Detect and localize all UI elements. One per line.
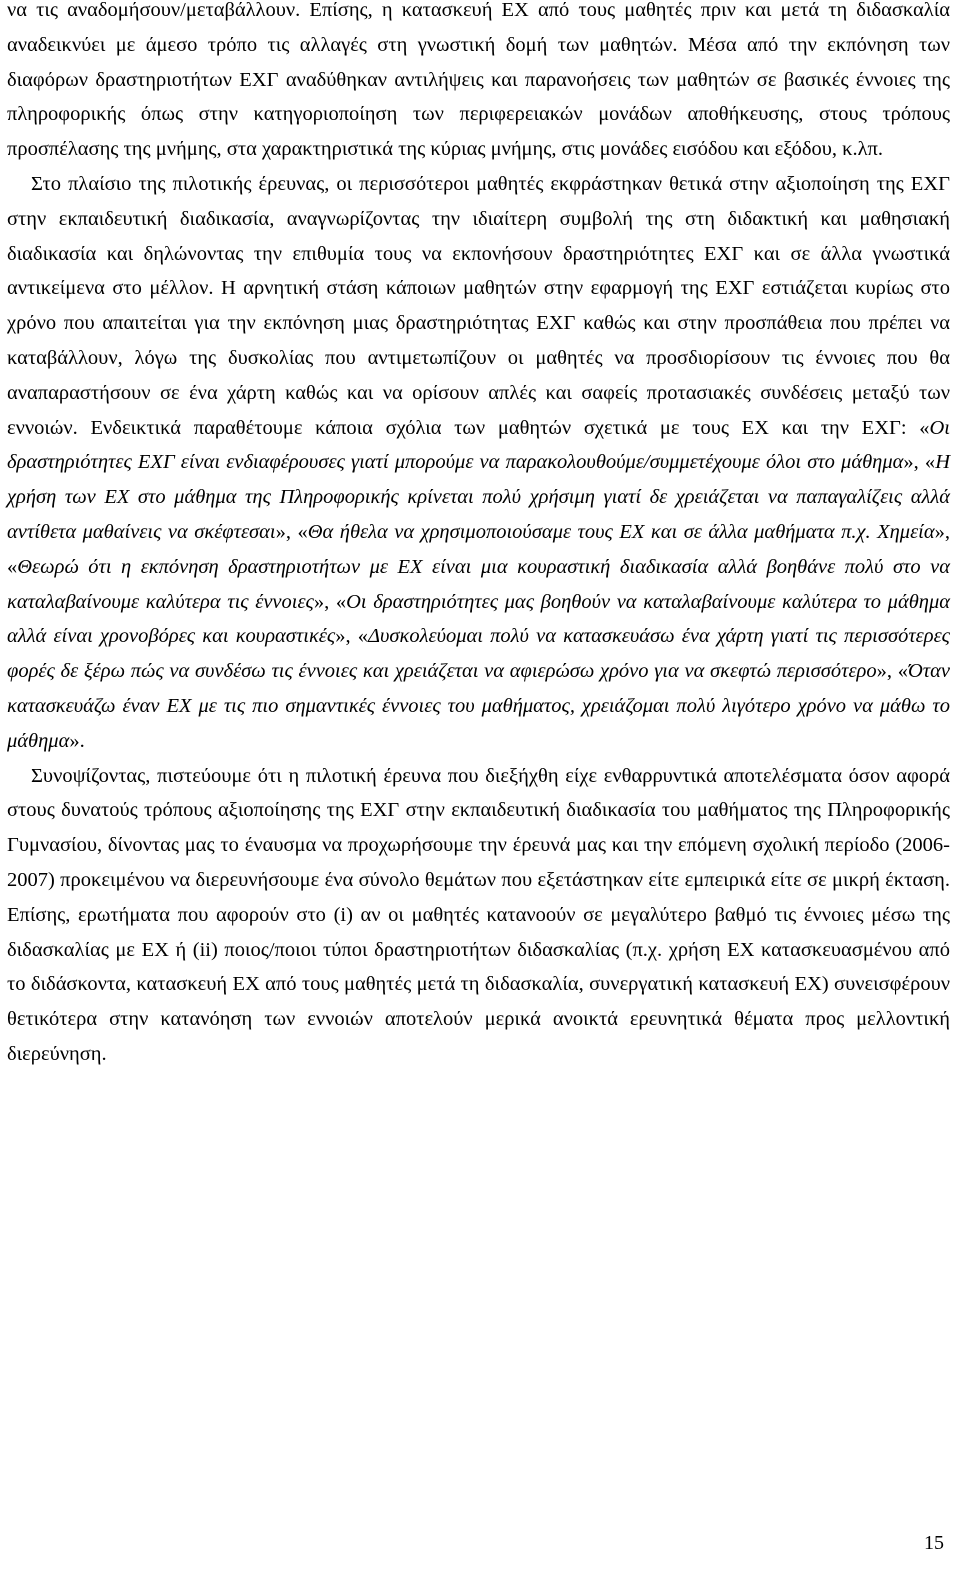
student-quote: Οι δραστηριότητες μας βοηθούν να καταλαβαίνουμε καλύτερα το μάθημα αλλά είναι χρονοβόρες και κουραστικές	[7, 590, 951, 648]
student-quote: Η χρήση των ΕΧ στο μάθημα της Πληροφορικής κρίνεται πολύ χρήσιμη γιατί δε χρειάζεται να παπαγαλίζεις αλλά αντίθετα μαθαίνεις να σκέφτεσαι	[7, 451, 950, 543]
student-quote: Όταν κατασκευάζω έναν ΕΧ με τις πιο σημαντικές έννοιες του μαθήματος, χρειάζομαι πολύ λιγότερο χρόνο να μάθω το μάθημα	[7, 660, 950, 752]
paragraph-2: Στο πλαίσιο της πιλοτικής έρευνας, οι περισσότεροι μαθητές εκφράστηκαν θετικά στην αξιοποίηση της ΕΧΓ στην εκπαιδευτική διαδικασία, αναγνωρίζοντας την ιδιαίτερη συμβολή της στη διδακτική και μαθησιακή διαδικασία και δηλώνοντας την επιθυμία τους να εκπονήσουν δραστηριότητες ΕΧΓ και σε άλλα γνωστικά αντικείμενα στο μέλλον. Η αρνητική στάση κάποιων μαθητών στην εφαρμογή της ΕΧΓ εστιάζεται κυρίως στο χρόνο που απαιτείται για την εκπόνηση μιας δραστηριότητας ΕΧΓ καθώς και στην προσπάθεια που πρέπει να καταβάλλουν, λόγω της δυσκολίας που αντιμετωπίζουν οι μαθητές να προσδιορίσουν τις έννοιες που θα αναπαραστήσουν σε ένα χάρτη καθώς και να ορίσουν απλές και σαφείς προτασιακές συνδέσεις μεταξύ των εννοιών. Ενδεικτικά παραθέτουμε κάποια σχόλια των μαθητών σχετικά με τους ΕΧ και την ΕΧΓ: «Οι δραστηριότητες ΕΧΓ είναι ενδιαφέρουσες γιατί μπορούμε να παρακολουθούμε/συμμετέχουμε όλοι στο μάθημα», «Η χρήση των ΕΧ στο μάθημα της Πληροφορικής κρίνεται πολύ χρήσιμη γιατί δε χρειάζεται να παπαγαλίζεις αλλά αντίθετα μαθαίνεις να σκέφτεσαι», «Θα ήθελα να χρησιμοποιούσαμε τους ΕΧ και σε άλλα μαθήματα π.χ. Χημεία», «Θεωρώ ότι η εκπόνηση δραστηριοτήτων με ΕΧ είναι μια κουραστική διαδικασία αλλά βοηθάνε πολύ στο να καταλαβαίνουμε καλύτερα τις έννοιες», «Οι δραστηριότητες μας βοηθούν να καταλαβαίνουμε καλύτερα το μάθημα αλλά είναι χρονοβόρες και κουραστικές», «Δυσκολεύομαι πολύ να κατασκευάσω ένα χάρτη γιατί τις περισσότερες φορές δε ξέρω πώς να συνδέσω τις έννοιες και χρειάζεται να αφιερώσω χρόνο για να σκεφτώ περισσότερο», «Όταν κατασκευάζω έναν ΕΧ με τις πιο σημαντικές έννοιες του μαθήματος, χρειάζομαι πολύ λιγότερο χρόνο να μάθω το μάθημα».	[7, 172, 951, 752]
paragraph-3: Συνοψίζοντας, πιστεύουμε ότι η πιλοτική έρευνα που διεξήχθη είχε ενθαρρυντικά αποτελέσματα όσον αφορά στους δυνατούς τρόπους αξιοποίησης της ΕΧΓ στην εκπαιδευτική διαδικασία του μαθήματος της Πληροφορικής Γυμνασίου, δίνοντας μας το έναυσμα να προχωρήσουμε την έρευνά μας και την επόμενη σχολική περίοδο (2006-2007) προκειμένου να διερευνήσουμε ένα σύνολο θεμάτων που εξετάστηκαν είτε εμπειρικά είτε σε μικρή έκταση. Επίσης, ερωτήματα που αφορούν στο (i) αν οι μαθητές κατανοούν σε μεγαλύτερο βαθμό τις έννοιες μέσω της διδασκαλίας με ΕΧ ή (ii) ποιος/ποιοι τύποι δραστηριοτήτων διδασκαλίας (π.χ. χρήση ΕΧ κατασκευασμένου από το διδάσκοντα, κατασκευή ΕΧ από τους μαθητές μετά τη διδασκαλία, συνεργατική κατασκευή ΕΧ) συνεισφέρουν θετικότερα στην κατανόηση των εννοιών αποτελούν μερικά ανοικτά ερευνητικά θέματα προς μελλοντική διερεύνηση.	[7, 764, 950, 1065]
student-quote: Δυσκολεύομαι πολύ να κατασκευάσω ένα χάρτη γιατί τις περισσότερες φορές δε ξέρω πώς να συνδέσω τις έννοιες και χρειάζεται να αφιερώσω χρόνο για να σκεφτώ περισσότερο	[7, 625, 950, 683]
paragraph-2-intro: Στο πλαίσιο της πιλοτικής έρευνας, οι περισσότεροι μαθητές εκφράστηκαν θετικά στην αξιοποίηση της ΕΧΓ στην εκπαιδευτική διαδικασία, αναγνωρίζοντας την ιδιαίτερη συμβολή της στη διδακτική και μαθησιακή διαδικασία και δηλώνοντας την επιθυμία τους να εκπονήσουν δραστηριότητες ΕΧΓ και σε άλλα γνωστικά αντικείμενα στο μέλλον. Η αρνητική στάση κάποιων μαθητών στην εφαρμογή της ΕΧΓ εστιάζεται κυρίως στο χρόνο που απαιτείται για την εκπόνηση μιας δραστηριότητας ΕΧΓ καθώς και στην προσπάθεια που πρέπει να καταβάλλουν, λόγω της δυσκολίας που αντιμετωπίζουν οι μαθητές να προσδιορίσουν τις έννοιες που θα αναπαραστήσουν σε ένα χάρτη καθώς και να ορίσουν απλές και σαφείς προτασιακές συνδέσεις μεταξύ των εννοιών. Ενδεικτικά παραθέτουμε κάποια σχόλια των μαθητών σχετικά με τους ΕΧ και την ΕΧΓ:	[7, 172, 950, 439]
student-quote: Θα ήθελα να χρησιμοποιούσαμε τους ΕΧ και σε άλλα μαθήματα π.χ. Χημεία	[307, 520, 935, 543]
paragraph-1: να τις αναδομήσουν/μεταβάλλουν. Επίσης, η κατασκευή ΕΧ από τους μαθητές πριν και μετά τη διδασκαλία αναδεικνύει με άμεσο τρόπο τις αλλαγές στη γνωστική δομή των μαθητών. Μέσα από την εκπόνηση των διαφόρων δραστηριοτήτων ΕΧΓ αναδύθηκαν αντιλήψεις και παρανοήσεις των μαθητών σε βασικές έννοιες της πληροφορικής όπως στην κατηγοριοποίηση των περιφερειακών μονάδων αποθήκευσης, στους τρόπους προσπέλασης της μνήμης, στα χαρακτηριστικά της κύριας μνήμης, στις μονάδες εισόδου και εξόδου, κ.λπ.	[7, 0, 950, 161]
body-text	[7, 0, 950, 1072]
student-quote: Οι δραστηριότητες ΕΧΓ είναι ενδιαφέρουσες γιατί μπορούμε να παρακολουθούμε/συμμετέχουμε όλοι στο μάθημα	[7, 416, 950, 474]
student-quote: Θεωρώ ότι η εκπόνηση δραστηριοτήτων με ΕΧ είναι μια κουραστική διαδικασία αλλά βοηθάνε πολύ στο να καταλαβαίνουμε καλύτερα τις έννοιες	[7, 555, 950, 613]
page-number: 15	[924, 1532, 944, 1554]
